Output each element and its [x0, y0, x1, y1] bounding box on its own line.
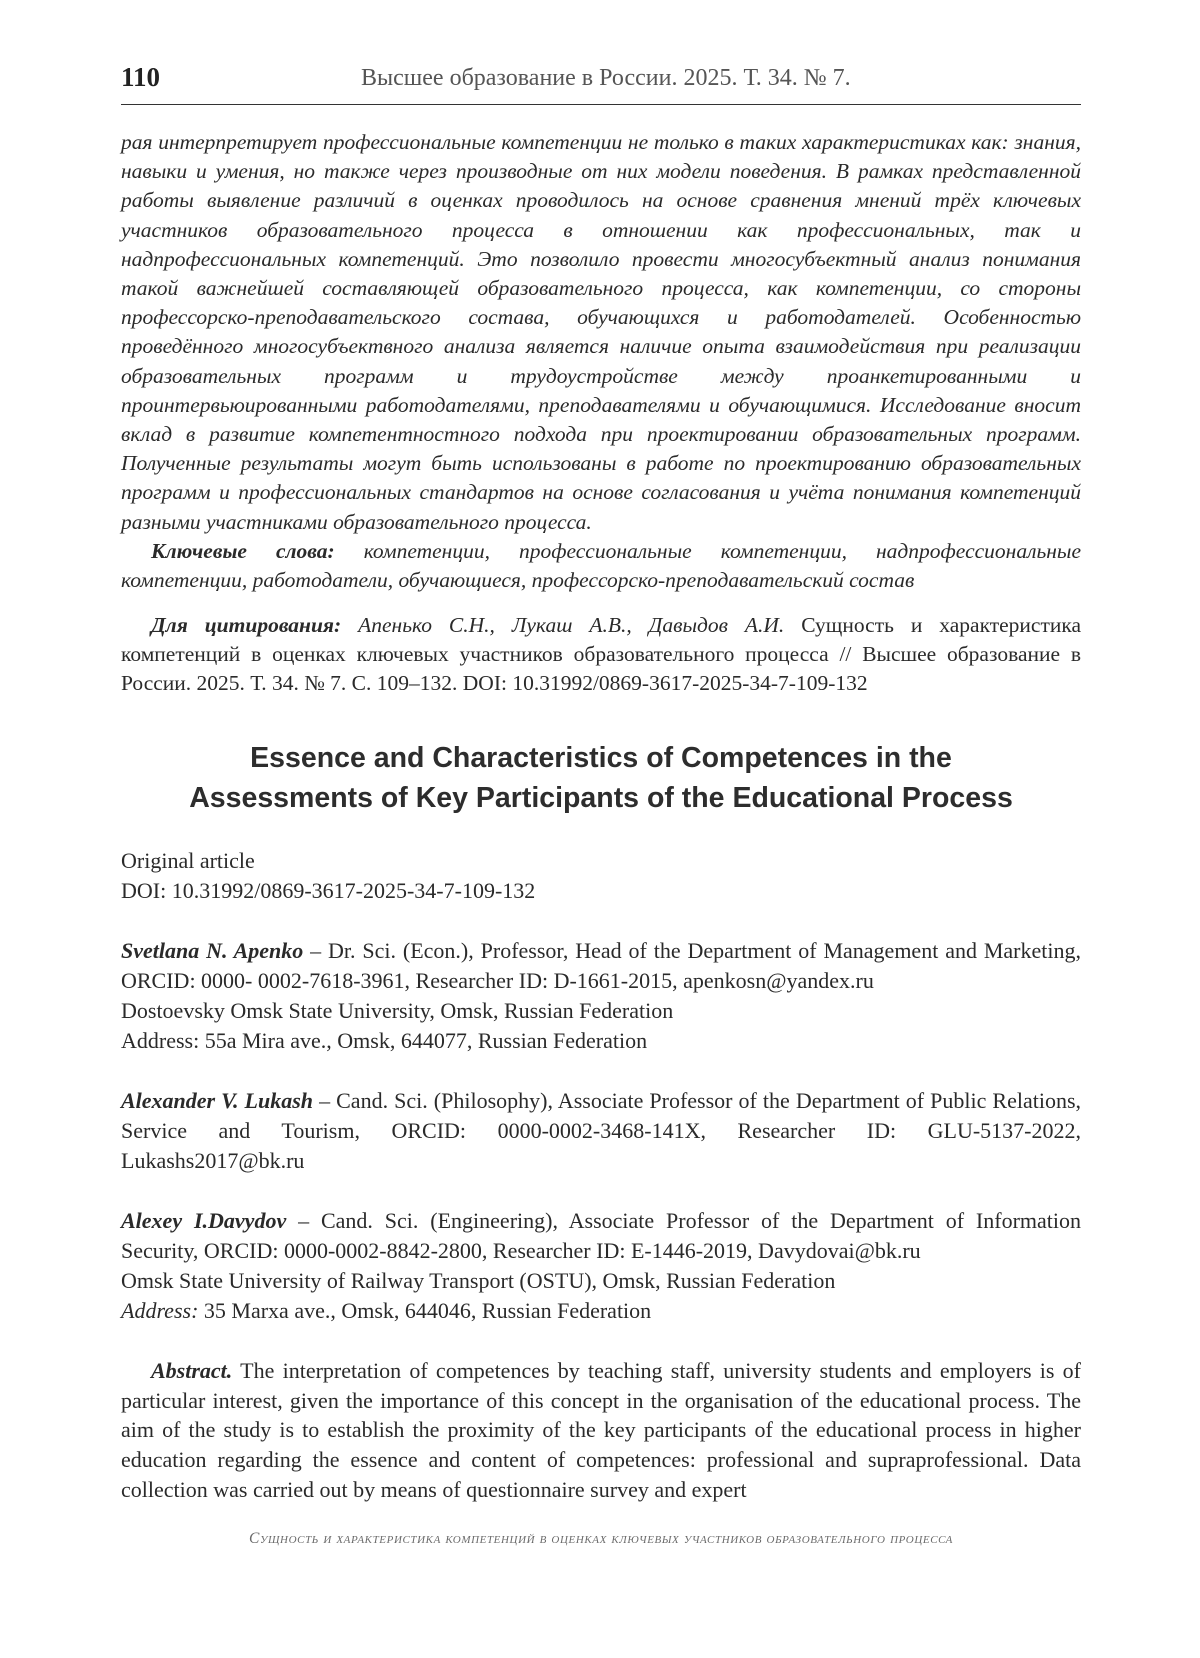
english-title-line-1: Essence and Characteristics of Competences in the — [250, 742, 952, 775]
keywords-label: Ключевые слова: — [151, 538, 335, 563]
journal-reference: Высшее образование в России. 2025. Т. 34. № 7. — [361, 65, 851, 91]
author-3-address-label: Address: — [121, 1298, 199, 1324]
keywords-text: компетенции, профессиональные компетенции, надпрофессиональные компетенции, работодатели, обучающиеся, профессорско-преподавательский состав — [121, 538, 1081, 593]
article-type: Original article — [121, 848, 255, 874]
page-number: 110 — [121, 62, 161, 92]
author-block-2 — [121, 1086, 1081, 1176]
abstract-text: The interpretation of competences by teaching staff, university students and employers is of particular interest, given the importance of this concept in the organisation of the educational process. The aim of the study is to establish the proximity of the key participants of the educational process in higher education regarding the essence and content of competences: professional and supraprofessional. Data collection was carried out by means of questionnaire survey and expert — [121, 1358, 1081, 1502]
author-1-affiliation: Dostoevsky Omsk State University, Omsk, Russian Federation — [121, 998, 674, 1024]
citation-label: Для цитирования: — [151, 613, 342, 638]
author-3-address — [121, 1296, 1081, 1326]
abstract-label: Abstract. — [151, 1358, 233, 1384]
english-abstract — [121, 1356, 1081, 1504]
english-title-line-2: Assessments of Key Participants of the Educational Process — [189, 782, 1013, 815]
running-header — [121, 60, 1081, 105]
author-1-address — [121, 1026, 1081, 1056]
english-title — [121, 738, 1081, 818]
russian-abstract-continued: рая интерпретирует профессиональные компетенции не только в таких характеристиках как: знания, навыки и умения, но также через производные от них модели поведения. В рамках представленной работы выявление различий в оценках проводилось на основе сравнения мнений трёх ключевых участников образовательного процесса в отношении как профессиональных, так и надпрофессиональных компетенций. Это позволило провести многосубъектный анализ понимания такой важнейшей составляющей образовательного процесса, как компетенции, со стороны профессорско-преподавательского состава, обучающихся и работодателей. Особенностью проведённого многосубъектвного анализа является наличие опыта взаимодействия при реализации образовательных программ и трудоустройстве между проанкетированными и проинтервьюированными работодателями, преподавателями и обучающимися. Исследование вносит вклад в развитие компетентностного подхода при проектировании образовательных программ. Полученные результаты могут быть использованы в работе по проектированию образовательных программ и профессиональных стандартов на основе согласования и учёта понимания компетенций разными участниками образовательного процесса. — [121, 130, 1081, 534]
author-3-address-text: 35 Marxa ave., Omsk, 644046, Russian Federation — [198, 1298, 652, 1324]
author-1-address-label: Address: — [121, 1028, 200, 1054]
author-1-address-text: 55a Mira ave., Omsk, 644077, Russian Federation — [199, 1028, 648, 1054]
author-3-details: – Cand. Sci. (Engineering), Associate Professor of the Department of Information Security, ORCID: 0000-0002-8842-2800, Researcher ID: E-1446-2019, Davydovai@bk.ru — [121, 1208, 1082, 1264]
keywords — [121, 537, 1081, 595]
citation — [121, 611, 1081, 698]
author-3-name: Alexey I.Davydov — [121, 1208, 287, 1234]
author-1-name: Svetlana N. Apenko — [121, 938, 304, 964]
author-2-name: Alexander V. Lukash — [121, 1088, 314, 1114]
author-2-details: – Cand. Sci. (Philosophy), Associate Professor of the Department of Public Relations, Service and Tourism, ORCID: 0000-0002-3468-141X, Researcher ID: GLU-5137-2022, Lukashs2017@bk.ru — [121, 1088, 1082, 1174]
author-2-credentials — [121, 1086, 1081, 1176]
citation-authors: Апенько С.Н., Лукаш А.В., Давыдов А.И. — [358, 613, 785, 638]
author-block-3 — [121, 1206, 1081, 1326]
citation-text: Сущность и характеристика компетенций в оценках ключевых участников образовательного процесса // Высшее образование в России. 2025. Т. 34. № 7. С. 109–132. DOI: 10.31992/0869-3617-2025-34-7-109-132 — [121, 613, 1082, 696]
running-footer: Сущность и характеристика компетенций в оценках ключевых участников образовательного процесса — [249, 1530, 953, 1547]
author-3-credentials — [121, 1206, 1081, 1266]
article-doi: DOI: 10.31992/0869-3617-2025-34-7-109-132 — [121, 878, 536, 904]
author-block-1 — [121, 936, 1081, 1056]
page-content — [121, 128, 1081, 1504]
author-1-details: – Dr. Sci. (Econ.), Professor, Head of the Department of Management and Marketing, ORCID: 0000- 0002-7618-3961, Researcher ID: D-1661-2015, apenkosn@yandex.ru — [121, 938, 1081, 994]
author-3-affiliation: Omsk State University of Railway Transport (OSTU), Omsk, Russian Federation — [121, 1268, 836, 1294]
author-1-credentials — [121, 936, 1081, 996]
article-meta — [121, 846, 1081, 906]
